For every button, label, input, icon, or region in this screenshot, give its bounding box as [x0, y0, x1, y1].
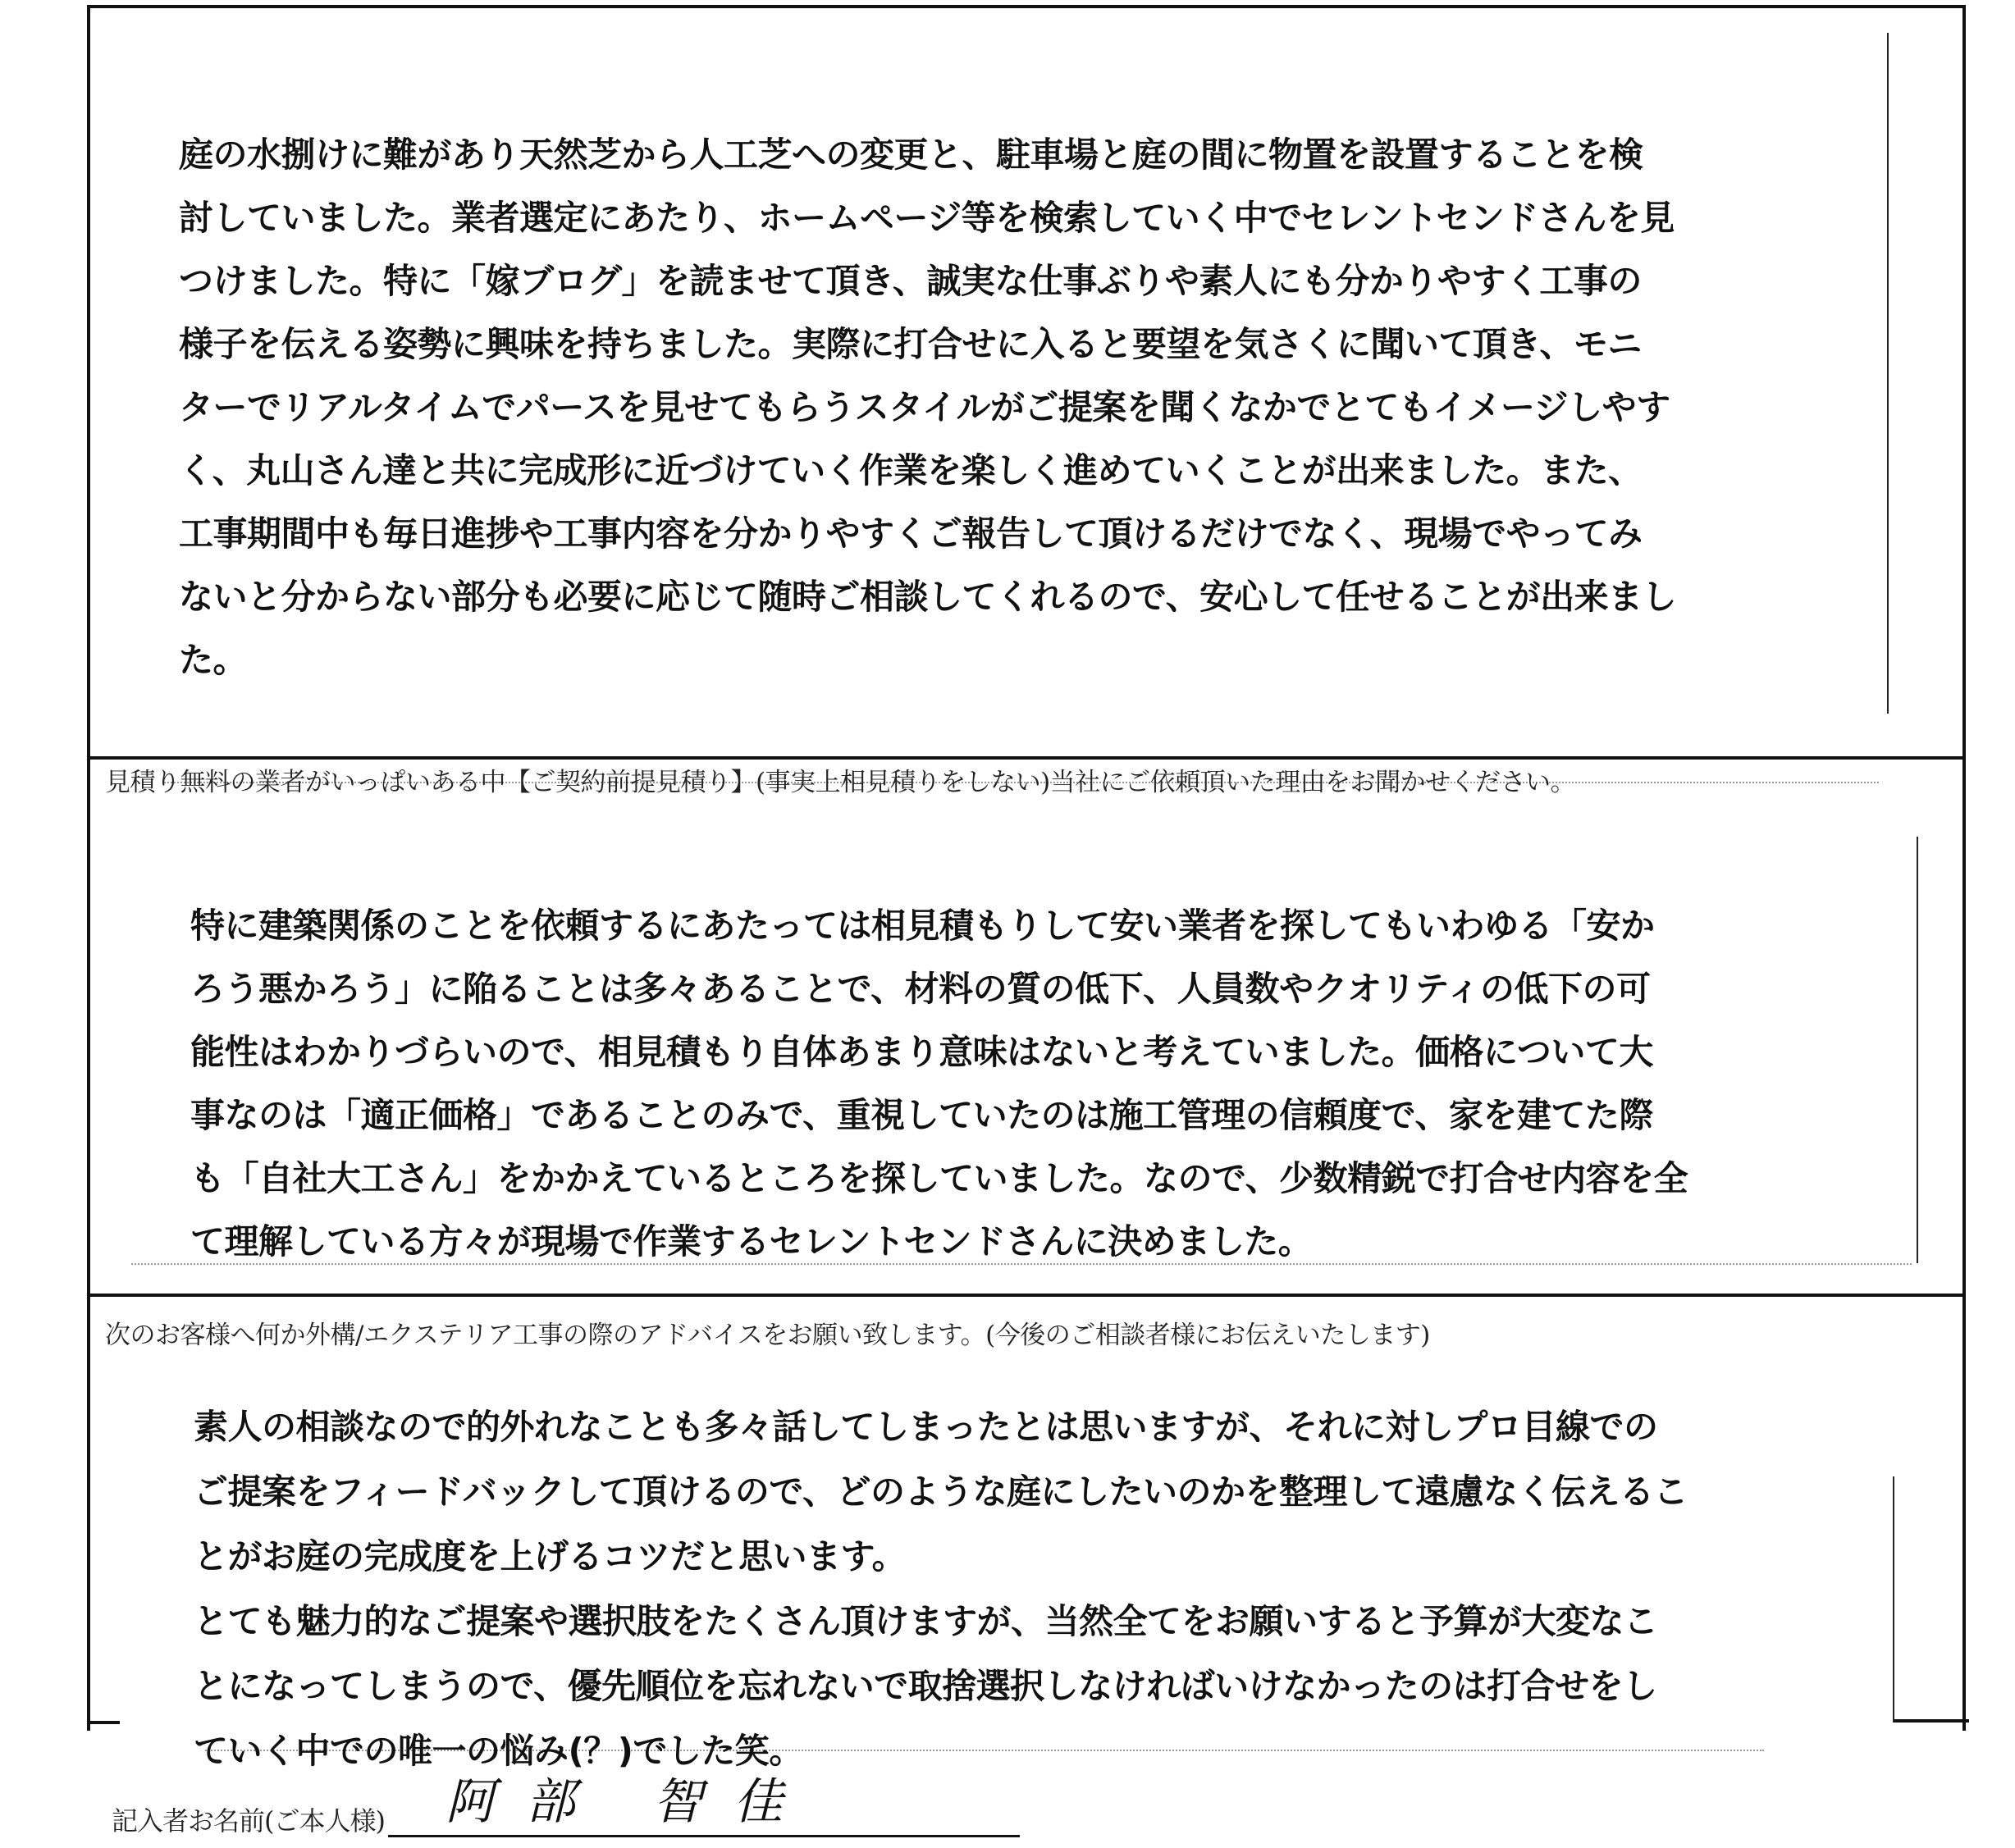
answer-line: つけました。特に「嫁ブログ」を読ませて頂き、誠実な仕事ぶりや素人にも分かりやすく工事の — [179, 261, 1642, 301]
signature-handwritten-name: 阿部 智佳 — [445, 1773, 815, 1831]
signature-field[interactable] — [388, 1773, 1020, 1837]
answer-text-3 — [194, 1394, 1688, 1783]
answer-text-1 — [179, 123, 1676, 691]
answer-text-2 — [190, 894, 1688, 1273]
answer-line: 討していました。業者選定にあたり、ホームページ等を検索していく中でセレントセンドさんを見 — [179, 198, 1675, 238]
answer-line: 様子を伝える姿勢に興味を持ちました。実際に打合せに入ると要望を気さくに聞いて頂き、モニ — [179, 324, 1642, 364]
answer-line: とがお庭の完成度を上げるコツだと思います。 — [194, 1536, 907, 1577]
answer-line: 庭の水捌けに難があり天然芝から人工芝への変更と、駐車場と庭の間に物置を設置することを検 — [179, 135, 1643, 175]
signature-row — [112, 1773, 1020, 1837]
answer-line: ご提案をフィードバックして頂けるので、どのような庭にしたいのかを整理して遠慮なく伝えるこ — [194, 1472, 1688, 1512]
answer-line: 能性はわかりづらいので、相見積もり自体あまり意味はないと考えていました。価格について大 — [190, 1032, 1653, 1072]
section-divider-3 — [87, 1294, 1966, 1297]
frame-corner-bottom-right — [1894, 1719, 1969, 1723]
answer-line: た。 — [179, 640, 248, 680]
paste-edge-1 — [1887, 33, 1889, 714]
signature-label: 記入者お名前(ご本人様) — [112, 1805, 385, 1837]
answer-line: ていく中での唯一の悩み(？)でした笑。 — [194, 1731, 803, 1771]
answer-line: て理解している方々が現場で作業するセレントセンドさんに決めました。 — [190, 1221, 1313, 1262]
frame-corner-bottom-left — [87, 1721, 120, 1724]
section-divider-2 — [87, 756, 1966, 760]
answer-line: とになってしまうので、優先順位を忘れないで取捨選択しなければいけなかったのは打合せをし — [194, 1666, 1657, 1706]
answer-line: 特に建築関係のことを依頼するにあたっては相見積もりして安い業者を探してもいわゆる「安か — [190, 906, 1655, 946]
question-prompt-2: 見積り無料の業者がいっぱいある中【ご契約前提見積り】(事実上相見積りをしない)当社にご依頼頂いた理由をお聞かせください。 — [105, 768, 1576, 797]
answer-line: ろう悪かろう」に陥ることは多々あることで、材料の質の低下、人員数やクオリティの低下の可 — [190, 969, 1651, 1009]
answer-line: 工事期間中も毎日進捗や工事内容を分かりやすくご報告して頂けるだけでなく、現場でやってみ — [179, 513, 1643, 554]
answer-line: とても魅力的なご提案や選択肢をたくさん頂けますが、当然全てをお願いすると予算が大変なこ — [194, 1601, 1658, 1641]
answer-line: も「自社大工さん」をかかえているところを探していました。なので、少数精鋭で打合せ内容を全 — [190, 1158, 1688, 1198]
answer-line: ないと分からない部分も必要に応じて随時ご相談してくれるので、安心して任せることが出来まし — [179, 577, 1677, 617]
answer-line: ターでリアルタイムでパースを見せてもらうスタイルがご提案を聞くなかでとてもイメージしやす — [179, 387, 1670, 427]
paste-edge-3 — [1893, 1476, 1894, 1723]
paste-edge-2 — [1917, 837, 1918, 1263]
answer-line: 素人の相談なので的外れなことも多々話してしまったとは思いますが、それに対しプロ目線での — [194, 1407, 1658, 1447]
question-prompt-3: 次のお客様へ何か外構/エクステリア工事の際のアドバイスをお願い致します。(今後のご相談者様にお伝えいたします) — [105, 1321, 1430, 1350]
answer-line: 事なのは「適正価格」であることのみで、重視していたのは施工管理の信頼度で、家を建てた際 — [190, 1095, 1653, 1135]
answer-line: く、丸山さん達と共に完成形に近づけていく作業を楽しく進めていくことが出来ました。また、 — [179, 450, 1643, 491]
